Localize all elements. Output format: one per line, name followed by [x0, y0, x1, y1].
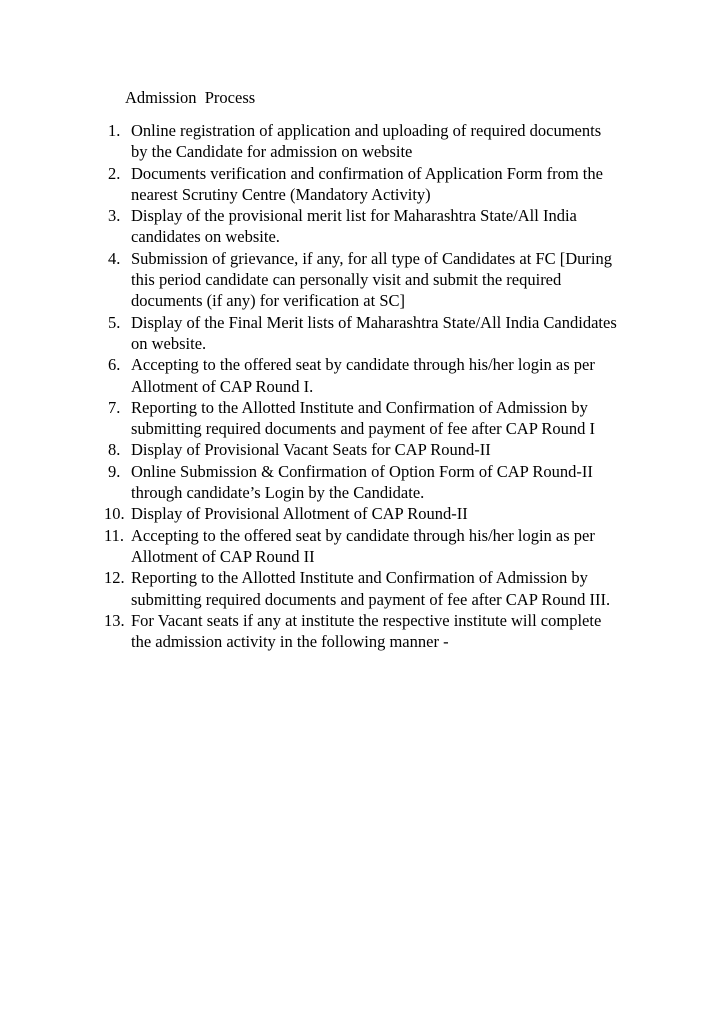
list-item	[104, 312, 664, 355]
item-text-line: Reporting to the Allotted Institute and Confirmation of Admission by	[131, 568, 588, 588]
item-number: 11.	[104, 525, 125, 545]
list-item	[104, 163, 664, 206]
item-number: 3.	[108, 206, 121, 226]
item-text-line: submitting required documents and payment of fee after CAP Round III.	[131, 589, 611, 609]
list-item	[104, 610, 664, 653]
list-item	[104, 503, 664, 524]
item-text-line: Allotment of CAP Round I.	[131, 376, 314, 396]
item-number: 7.	[108, 397, 121, 417]
list-item	[104, 205, 664, 248]
list-item	[104, 439, 664, 460]
item-text-line: Accepting to the offered seat by candidate through his/her login as per	[131, 355, 595, 375]
item-text-line: through candidate’s Login by the Candidate.	[131, 483, 425, 503]
item-text-line: Display of the Final Merit lists of Maharashtra State/All India Candidates	[131, 312, 617, 332]
item-number: 4.	[108, 248, 121, 268]
item-number: 13.	[104, 610, 125, 630]
item-text-line: Display of Provisional Vacant Seats for CAP Round-II	[131, 440, 491, 460]
item-text-line: this period candidate can personally visit and submit the required	[131, 270, 562, 290]
item-text-line: For Vacant seats if any at institute the respective institute will complete	[131, 610, 602, 630]
item-number: 5.	[108, 312, 121, 332]
item-text-line: on website.	[131, 333, 207, 353]
list-item	[104, 248, 664, 312]
item-text-line: candidates on website.	[131, 227, 280, 247]
item-text-line: by the Candidate for admission on website	[131, 142, 413, 162]
item-number: 12.	[104, 568, 125, 588]
list-item	[104, 354, 664, 397]
item-number: 9.	[108, 461, 121, 481]
item-text-line: Accepting to the offered seat by candidate through his/her login as per	[131, 525, 595, 545]
item-text-line: submitting required documents and payment of fee after CAP Round I	[131, 419, 596, 439]
item-text-line: Reporting to the Allotted Institute and Confirmation of Admission by	[131, 397, 588, 417]
item-text-line: Display of the provisional merit list for Maharashtra State/All India	[131, 206, 577, 226]
list-item	[104, 525, 664, 568]
admission-steps-list	[104, 120, 664, 652]
item-number: 2.	[108, 163, 121, 183]
item-text-line: Documents verification and confirmation of Application Form from the	[131, 163, 603, 183]
item-text-line: Submission of grievance, if any, for all type of Candidates at FC [During	[131, 248, 612, 268]
page-heading: Admission Process	[125, 88, 256, 107]
item-number: 10.	[104, 504, 125, 524]
item-text-line: Online Submission & Confirmation of Option Form of CAP Round-II	[131, 461, 593, 481]
item-text-line: documents (if any) for verification at SC]	[131, 291, 405, 311]
item-number: 1.	[108, 121, 121, 140]
list-item	[104, 397, 664, 440]
item-number: 8.	[108, 440, 121, 460]
item-number: 6.	[108, 355, 121, 375]
item-text-line: nearest Scrutiny Centre (Mandatory Activity)	[131, 184, 431, 204]
list-item	[104, 461, 664, 504]
item-text-line: the admission activity in the following manner -	[131, 632, 449, 652]
item-text-line: Allotment of CAP Round II	[131, 546, 315, 566]
list-item	[104, 120, 664, 163]
item-text-line: Display of Provisional Allotment of CAP Round-II	[131, 504, 468, 524]
list-item	[104, 567, 664, 610]
item-text-line: Online registration of application and uploading of required documents	[131, 121, 602, 140]
